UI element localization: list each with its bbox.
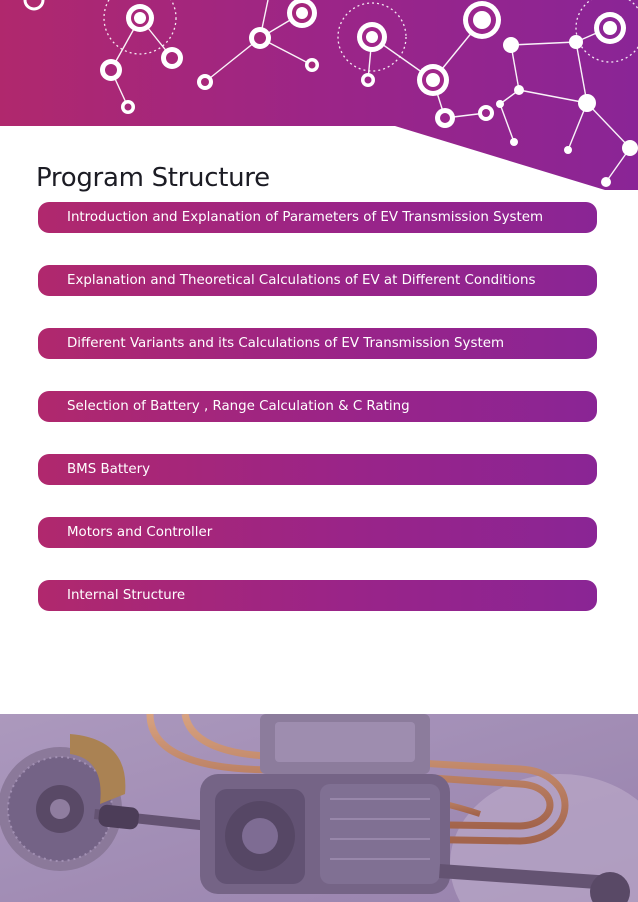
list-item: Motors and Controller <box>38 517 597 548</box>
page-title: Program Structure <box>36 163 270 193</box>
list-item: Explanation and Theoretical Calculations of EV at Different Conditions <box>38 265 597 296</box>
list-item: BMS Battery <box>38 454 597 485</box>
list-item: Introduction and Explanation of Parameters of EV Transmission System <box>38 202 597 233</box>
list-item: Selection of Battery , Range Calculation & C Rating <box>38 391 597 422</box>
footer-motor-image <box>0 714 638 902</box>
list-item: Different Variants and its Calculations of EV Transmission System <box>38 328 597 359</box>
list-item: Internal Structure <box>38 580 597 611</box>
motor-illustration <box>0 714 638 902</box>
program-structure-list <box>38 202 597 643</box>
